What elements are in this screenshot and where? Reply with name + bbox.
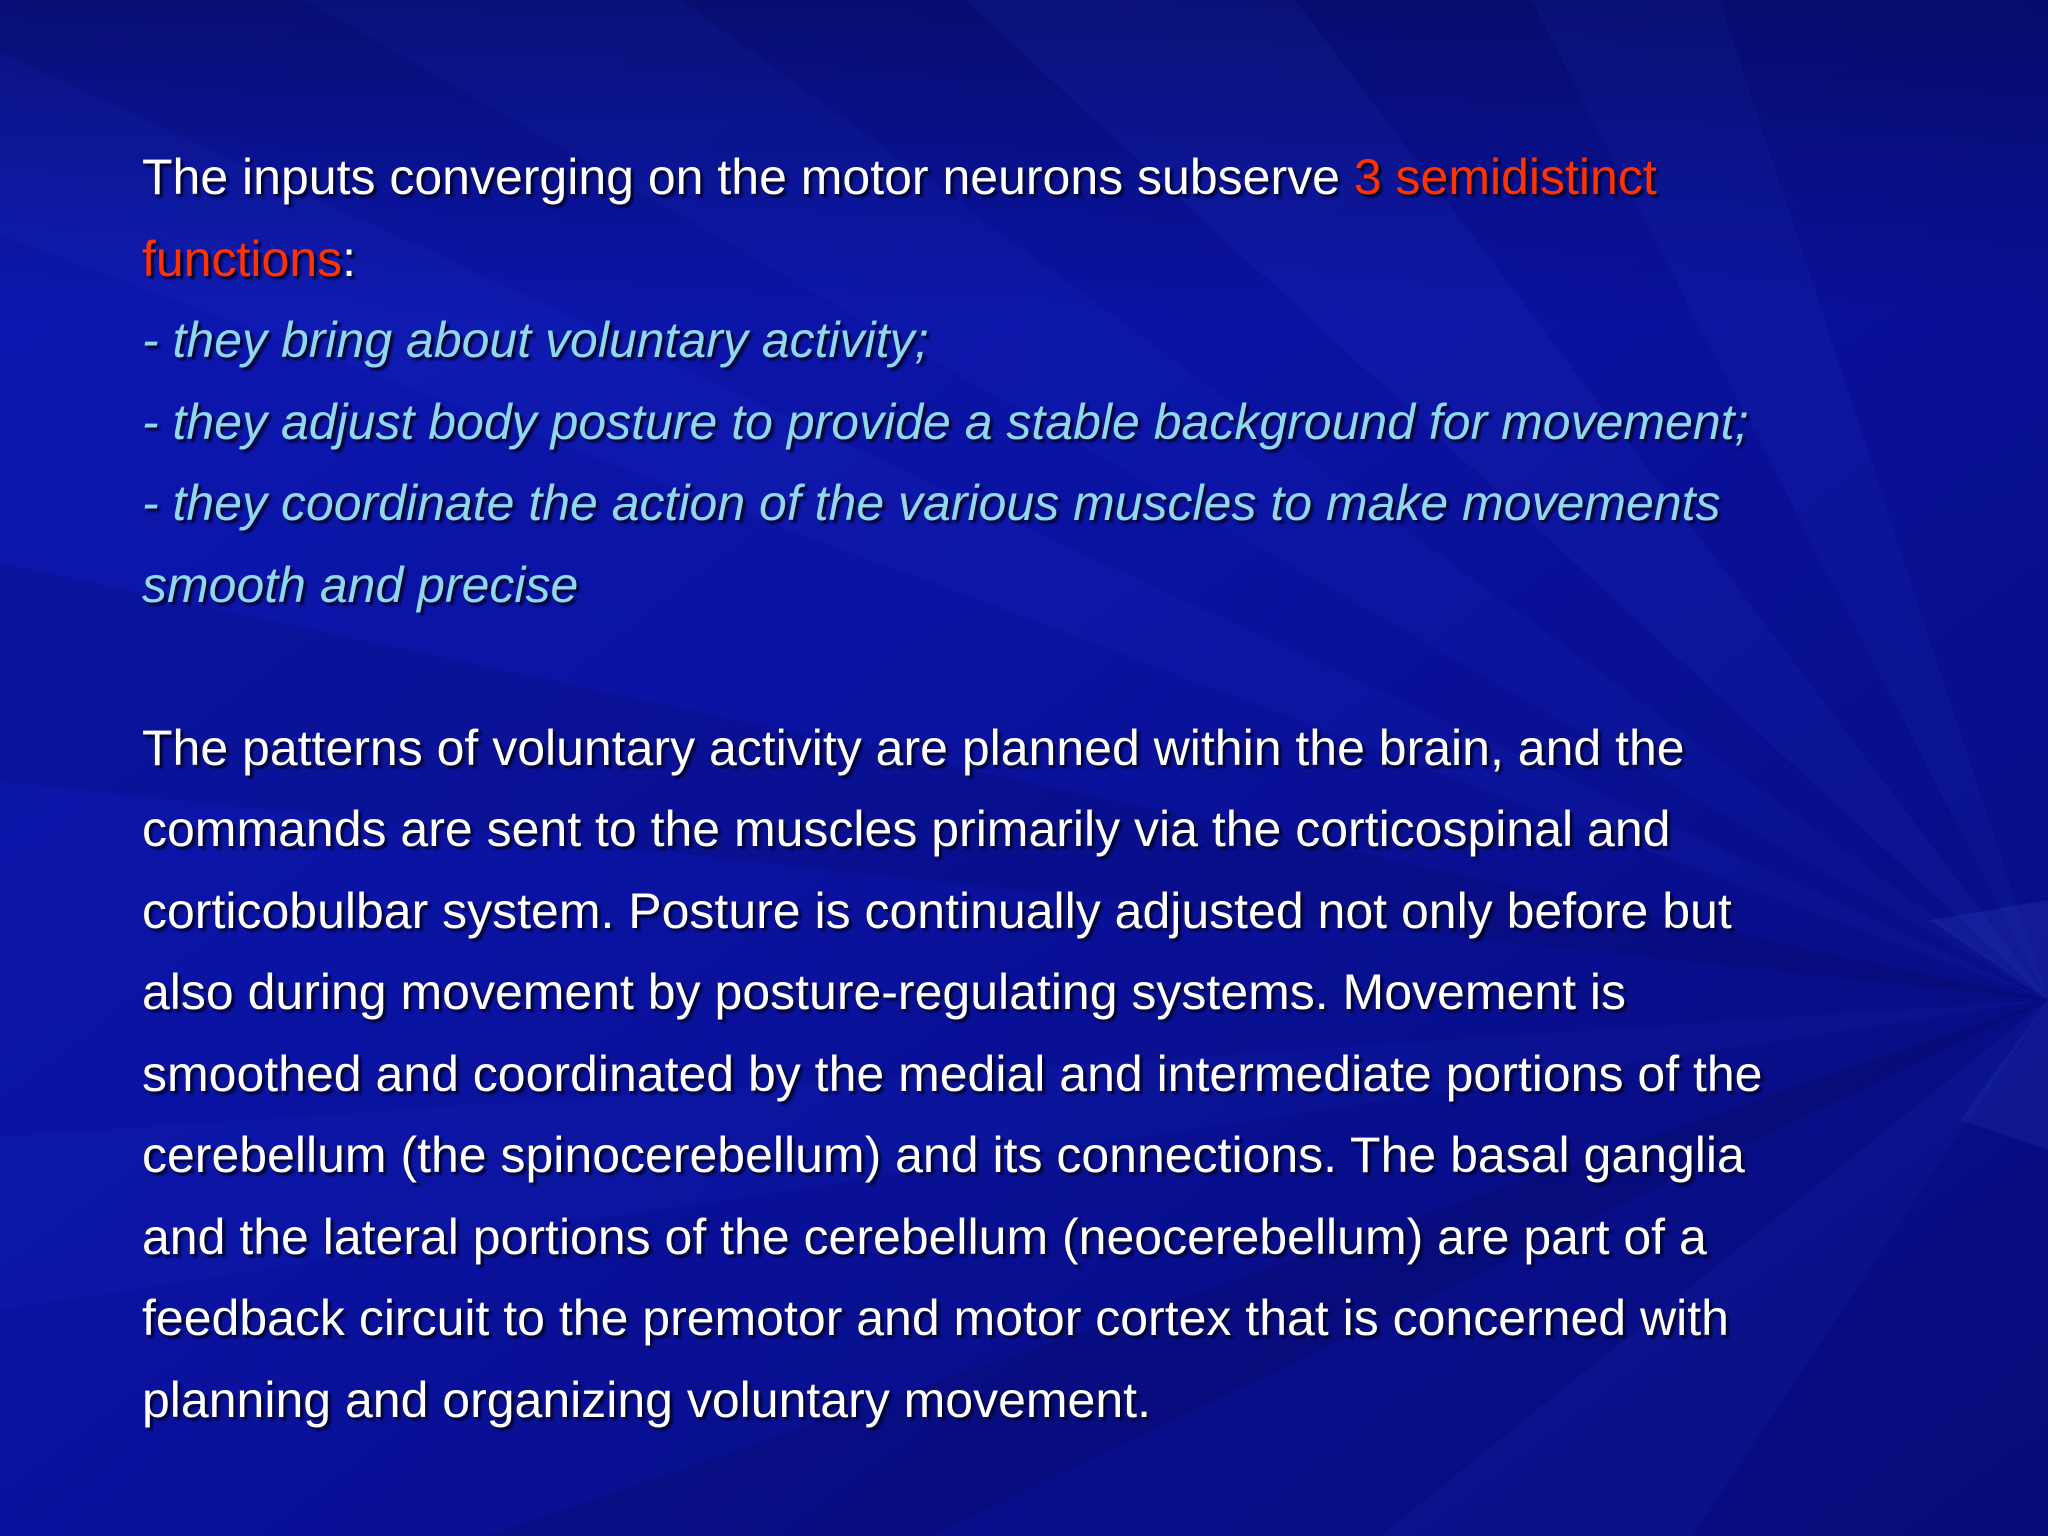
function-item-coordinate: - they coordinate the action of the various muscles to make movements bbox=[142, 475, 1721, 531]
paragraph-line: smoothed and coordinated by the medial and intermediate portions of the bbox=[142, 1045, 1763, 1102]
function-item-voluntary: - they bring about voluntary activity; bbox=[142, 312, 929, 368]
intro-colon: : bbox=[342, 230, 357, 287]
paragraph-line: commands are sent to the muscles primarily via the corticospinal and bbox=[142, 801, 1671, 857]
paragraph-line: also during movement by posture-regulating systems. Movement is bbox=[142, 964, 1626, 1020]
intro-line-1 bbox=[142, 137, 2012, 219]
paragraph-line: The patterns of voluntary activity are planned within the brain, and the bbox=[142, 719, 1685, 776]
intro-line-2 bbox=[142, 219, 2012, 301]
highlight-functions: functions bbox=[142, 230, 343, 287]
paragraph-line: corticobulbar system. Posture is continually adjusted not only before but bbox=[142, 882, 1732, 939]
paragraph-line: feedback circuit to the premotor and motor cortex that is concerned with bbox=[142, 1290, 1729, 1346]
highlight-three-semidistinct: 3 semidistinct bbox=[1353, 149, 1657, 205]
function-item-posture: - they adjust body posture to provide a stable background for movement; bbox=[142, 393, 1749, 450]
slide-body bbox=[142, 137, 2012, 1441]
paragraph-spacer bbox=[142, 626, 2012, 708]
intro-text: The inputs converging on the motor neurons subserve bbox=[142, 149, 1354, 205]
paragraph-line: and the lateral portions of the cerebellum (neocerebellum) are part of a bbox=[142, 1208, 1707, 1265]
function-item-coordinate-cont: smooth and precise bbox=[142, 556, 579, 613]
paragraph-line: planning and organizing voluntary movement. bbox=[142, 1371, 1151, 1428]
paragraph-line: cerebellum (the spinocerebellum) and its connections. The basal ganglia bbox=[142, 1127, 1745, 1183]
